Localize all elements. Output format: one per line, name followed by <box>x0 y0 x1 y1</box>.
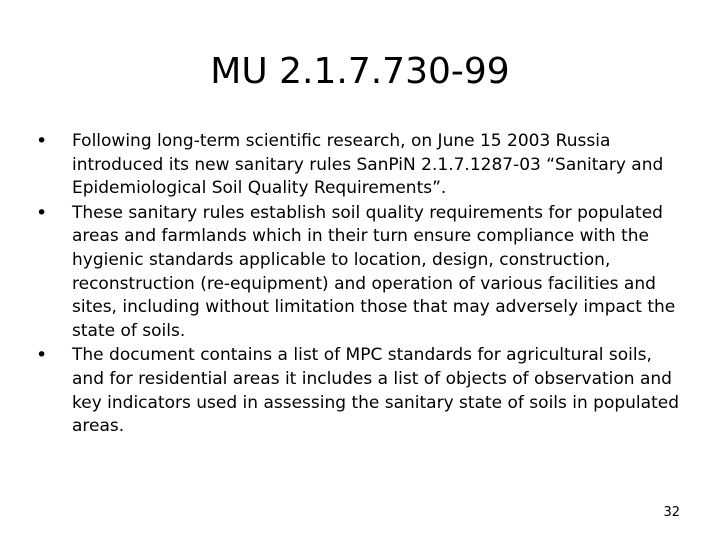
bullet-text: Following long-term scientific research, on June 15 2003 Russia introduced its new sanitary rules SanPiN 2.1.7.1287-03 “Sanitary and Epidemiological Soil Quality Requirements”. <box>72 131 664 199</box>
slide-title: MU 2.1.7.730-99 <box>210 51 510 92</box>
bullet-marker: • <box>36 201 48 224</box>
bullet-item <box>36 130 688 201</box>
bullet-text: The document contains a list of MPC standards for agricultural soils, and for residential areas it includes a list of objects of observation and key indicators used in assessing the sanitary state of soils in populated areas. <box>72 345 679 437</box>
bullet-item <box>36 202 688 344</box>
bullet-text: These sanitary rules establish soil quality requirements for populated areas and farmlands which in their turn ensure compliance with the hygienic standards applicable to location, design, construction, reconstruction (re-equipment) and operation of various facilities and sites, including without limitation those that may adversely impact the state of soils. <box>72 202 676 342</box>
bullet-list <box>36 130 688 440</box>
bullet-item <box>36 344 688 439</box>
bullet-marker: • <box>36 344 48 367</box>
bullet-marker: • <box>36 130 48 152</box>
page-number: 32 <box>663 505 680 520</box>
